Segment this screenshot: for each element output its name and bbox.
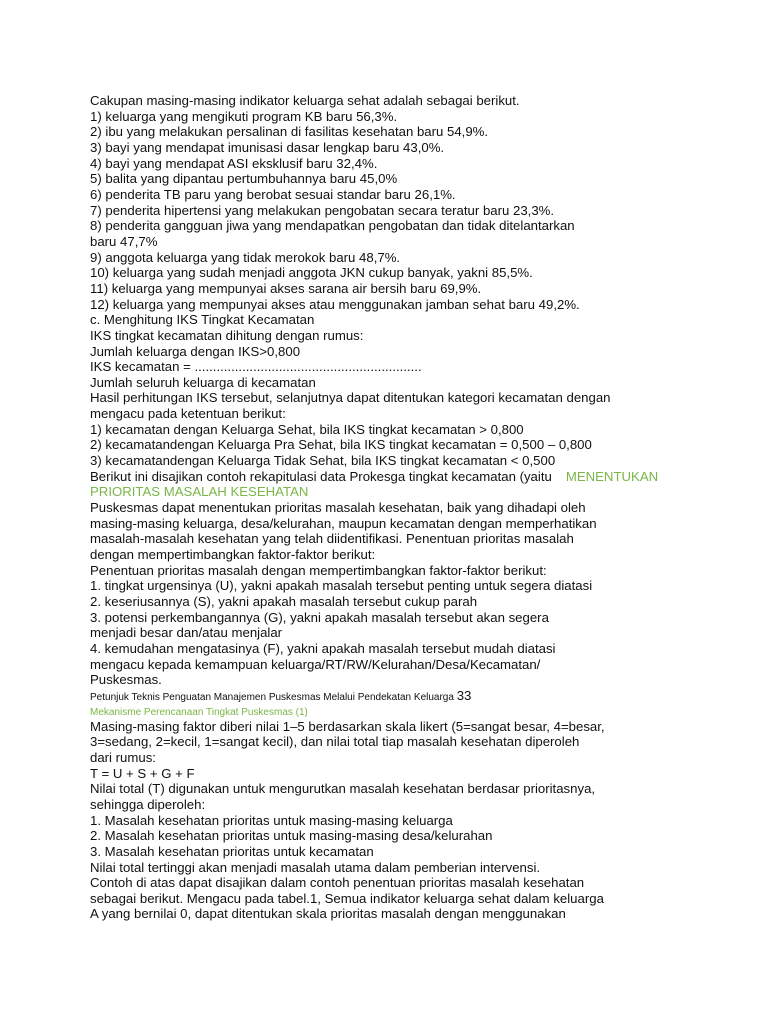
text-line: sehingga diperoleh: — [90, 796, 206, 812]
text-line: Nilai total tertinggi akan menjadi masalah utama dalam pemberian intervensi. — [90, 859, 541, 875]
text-line: 4. kemudahan mengatasinya (F), yakni apakah masalah tersebut mudah diatasi — [90, 640, 556, 656]
text-line: Masing-masing faktor diberi nilai 1–5 berdasarkan skala likert (5=sangat besar, 4=besar, — [90, 718, 605, 734]
text-line: 10) keluarga yang sudah menjadi anggota JKN cukup banyak, yakni 85,5%. — [90, 265, 533, 281]
text-line: IKS tingkat kecamatan dihitung dengan rumus: — [90, 327, 364, 343]
text-line: 2. Masalah kesehatan prioritas untuk masing-masing desa/kelurahan — [90, 828, 493, 844]
green-heading: PRIORITAS MASALAH KESEHATAN — [90, 484, 309, 500]
text-line: 2) kecamatandengan Keluarga Pra Sehat, bila IKS tingkat kecamatan = 0,500 – 0,800 — [90, 437, 592, 453]
text-line: 7) penderita hipertensi yang melakukan pengobatan secara teratur baru 23,3%. — [90, 202, 555, 218]
scoring-section — [90, 719, 730, 923]
footer-text: Petunjuk Teknis Penguatan Manajemen Puskesmas Melalui Pendekatan Keluarga — [90, 691, 454, 703]
text-line: Nilai total (T) digunakan untuk mengurutkan masalah kesehatan berdasar prioritasnya, — [90, 781, 596, 797]
text-line: Cakupan masing-masing indikator keluarga sehat adalah sebagai berikut. — [90, 93, 520, 108]
document-body — [90, 93, 730, 922]
section-heading: c. Menghitung IKS Tingkat Kecamatan — [90, 312, 315, 328]
text-line: 3=sedang, 2=kecil, 1=sangat kecil), dan nilai total tiap masalah kesehatan diperoleh — [90, 734, 580, 750]
text-line: Puskesmas dapat menentukan prioritas masalah kesehatan, baik yang dihadapi oleh — [90, 500, 586, 516]
text-line: A yang bernilai 0, dapat ditentukan skala prioritas masalah dengan menggunakan — [90, 906, 566, 922]
text-line: 2. keseriusannya (S), yakni apakah masalah tersebut cukup parah — [90, 594, 478, 609]
text-line: Berikut ini disajikan contoh rekapitulasi data Prokesga tingkat kecamatan (yaitu — [90, 468, 552, 484]
text-line: Hasil perhitungan IKS tersebut, selanjutnya dapat ditentukan kategori kecamatan dengan — [90, 390, 611, 406]
text-line: 6) penderita TB paru yang berobat sesuai standar baru 26,1%. — [90, 186, 456, 202]
text-line: sebagai berikut. Mengacu pada tabel.1, Semua indikator keluarga sehat dalam keluarga — [90, 890, 604, 906]
page-number: 33 — [456, 687, 472, 703]
text-line: menjadi besar dan/atau menjalar — [90, 625, 283, 641]
indicator-section — [90, 93, 730, 469]
text-line: Puskesmas. — [90, 672, 162, 688]
mixed-line — [90, 469, 730, 485]
text-line: Penentuan prioritas masalah dengan mempertimbangkan faktor-faktor berikut: — [90, 562, 547, 578]
green-heading-part: MENENTUKAN — [565, 468, 659, 484]
text-line: 1) keluarga yang mengikuti program KB baru 56,3%. — [90, 108, 398, 124]
text-line: 3. potensi perkembangannya (G), yakni apakah masalah tersebut akan segera — [90, 609, 549, 625]
text-line: dari rumus: — [90, 749, 156, 765]
text-line: 2) ibu yang melakukan persalinan di fasilitas kesehatan baru 54,9%. — [90, 124, 489, 140]
text-line: 8) penderita gangguan jiwa yang mendapatkan pengobatan dan tidak ditelantarkan — [90, 218, 575, 234]
formula-denominator: Jumlah seluruh keluarga di kecamatan — [90, 374, 316, 390]
formula-line: IKS kecamatan = .............................................................. — [90, 359, 422, 375]
text-line: masalah-masalah kesehatan yang telah diidentifikasi. Penentuan prioritas masalah — [90, 531, 574, 547]
formula-numerator: Jumlah keluarga dengan IKS>0,800 — [90, 343, 301, 359]
text-line: masing-masing keluarga, desa/kelurahan, maupun kecamatan dengan memperhatikan — [90, 515, 597, 531]
text-line: 3. Masalah kesehatan prioritas untuk kecamatan — [90, 843, 374, 859]
page-footer — [90, 688, 730, 706]
text-line: 1. Masalah kesehatan prioritas untuk masing-masing keluarga — [90, 812, 453, 828]
text-line: 11) keluarga yang mempunyai akses sarana air bersih baru 69,9%. — [90, 280, 482, 296]
text-line: 5) balita yang dipantau pertumbuhannya baru 45,0% — [90, 171, 398, 187]
text-line: 4) bayi yang mendapat ASI eksklusif baru 32,4%. — [90, 155, 378, 171]
text-line: baru 47,7% — [90, 233, 158, 249]
priority-section — [90, 500, 730, 688]
text-line: Contoh di atas dapat disajikan dalam contoh penentuan prioritas masalah kesehatan — [90, 875, 585, 891]
text-line: 12) keluarga yang mempunyai akses atau menggunakan jamban sehat baru 49,2%. — [90, 296, 580, 312]
text-line: 1) kecamatan dengan Keluarga Sehat, bila IKS tingkat kecamatan > 0,800 — [90, 421, 524, 437]
text-line: 9) anggota keluarga yang tidak merokok baru 48,7%. — [90, 249, 401, 265]
text-line: dengan mempertimbangkan faktor-faktor berikut: — [90, 547, 376, 563]
formula-line: T = U + S + G + F — [90, 765, 195, 781]
text-line: 3) kecamatandengan Keluarga Tidak Sehat, bila IKS tingkat kecamatan < 0,500 — [90, 453, 556, 469]
text-line: mengacu kepada kemampuan keluarga/RT/RW/Kelurahan/Desa/Kecamatan/ — [90, 656, 541, 672]
text-line: mengacu pada ketentuan berikut: — [90, 406, 286, 422]
text-line: 1. tingkat urgensinya (U), yakni apakah masalah tersebut penting untuk segera diatasi — [90, 578, 593, 594]
text-line: 3) bayi yang mendapat imunisasi dasar lengkap baru 43,0%. — [90, 139, 445, 155]
green-subheading: Mekanisme Perencanaan Tingkat Puskesmas (1) — [90, 706, 308, 718]
